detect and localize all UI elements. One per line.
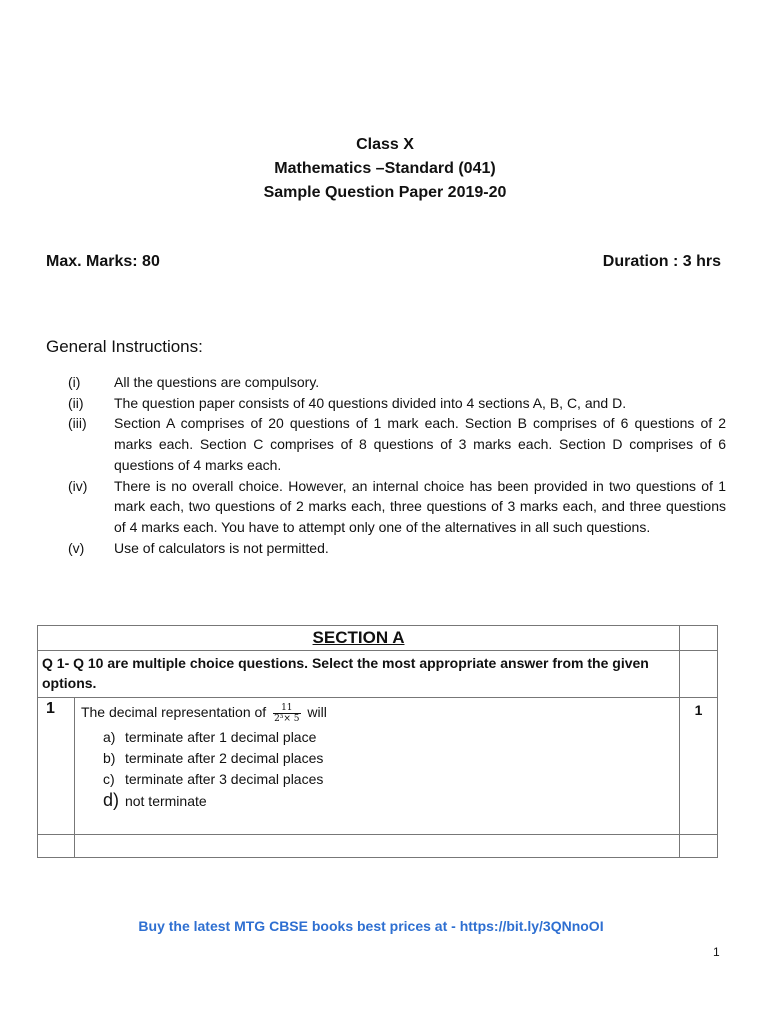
option-text: terminate after 2 decimal places — [124, 749, 324, 766]
question-text-after: will — [307, 704, 327, 720]
instruction-item — [68, 476, 726, 538]
empty-cell — [680, 626, 718, 651]
fraction — [273, 703, 300, 724]
instruction-number: (ii) — [68, 394, 84, 411]
question-body — [74, 698, 679, 835]
instruction-number: (iv) — [68, 477, 88, 494]
empty-cell — [38, 835, 75, 858]
option-text: terminate after 1 decimal place — [124, 728, 317, 745]
fraction-denominator: 2³× 5 — [274, 713, 300, 724]
section-title: SECTION A — [38, 626, 680, 651]
option-d — [103, 790, 679, 812]
instruction-number: (iii) — [68, 415, 87, 432]
option-label: d) — [102, 789, 119, 810]
option-label: c) — [102, 770, 115, 787]
instructions-list — [68, 372, 726, 558]
instruction-item — [68, 393, 726, 414]
instruction-text: All the questions are compulsory. — [114, 374, 320, 390]
option-a — [103, 727, 679, 748]
instruction-text: Section A comprises of 20 questions of 1 mark each. Section B comprises of 6 questions of 2 marks each. Section C comprises of 8 questions of 3 marks each. Section D comprises of 6 questions of 4 marks each. — [114, 415, 726, 473]
question-text-before: The decimal representation of — [80, 704, 267, 720]
option-c — [103, 769, 679, 790]
instruction-number: (v) — [68, 539, 85, 556]
paper-header — [0, 133, 770, 205]
instruction-item — [68, 538, 726, 559]
section-a-table — [37, 625, 718, 858]
instruction-number: (i) — [68, 374, 81, 390]
fraction-numerator: 11 — [273, 703, 300, 714]
option-text: not terminate — [124, 792, 207, 809]
general-instructions-title: General Instructions: — [46, 337, 203, 356]
question-marks: 1 — [680, 698, 718, 835]
options-list — [103, 727, 679, 812]
duration: Duration : 3 hrs — [602, 253, 721, 270]
option-text: terminate after 3 decimal places — [124, 770, 324, 787]
option-label: b) — [102, 749, 116, 766]
option-b — [103, 748, 679, 769]
page-number: 1 — [713, 945, 720, 959]
instruction-text: There is no overall choice. However, an internal choice has been provided in two questions of 1 mark each, two questions of 2 marks each, three questions of 3 marks each, and three questions of 4 marks each. You have to attempt only one of the alternatives in all such questions. — [114, 477, 726, 535]
class-title: Class X — [356, 136, 414, 153]
question-text — [81, 702, 679, 724]
mcq-instruction: Q 1- Q 10 are multiple choice questions. Select the most appropriate answer from the given options. — [38, 651, 680, 698]
subject-title: Mathematics –Standard (041) — [274, 160, 496, 177]
instruction-text: The question paper consists of 40 questions divided into 4 sections A, B, C, and D. — [114, 394, 627, 411]
paper-title: Sample Question Paper 2019-20 — [263, 184, 507, 201]
empty-cell — [680, 835, 718, 858]
instruction-item — [68, 372, 726, 393]
instruction-text: Use of calculators is not permitted. — [114, 539, 329, 556]
question-number: 1 — [38, 698, 75, 835]
option-label: a) — [102, 728, 116, 745]
max-marks: Max. Marks: 80 — [46, 253, 160, 270]
instruction-item — [68, 413, 726, 475]
empty-cell — [74, 835, 679, 858]
empty-cell — [680, 651, 718, 698]
promo-link[interactable]: Buy the latest MTG CBSE books best prices at - https://bit.ly/3QNnoOI — [138, 918, 604, 934]
